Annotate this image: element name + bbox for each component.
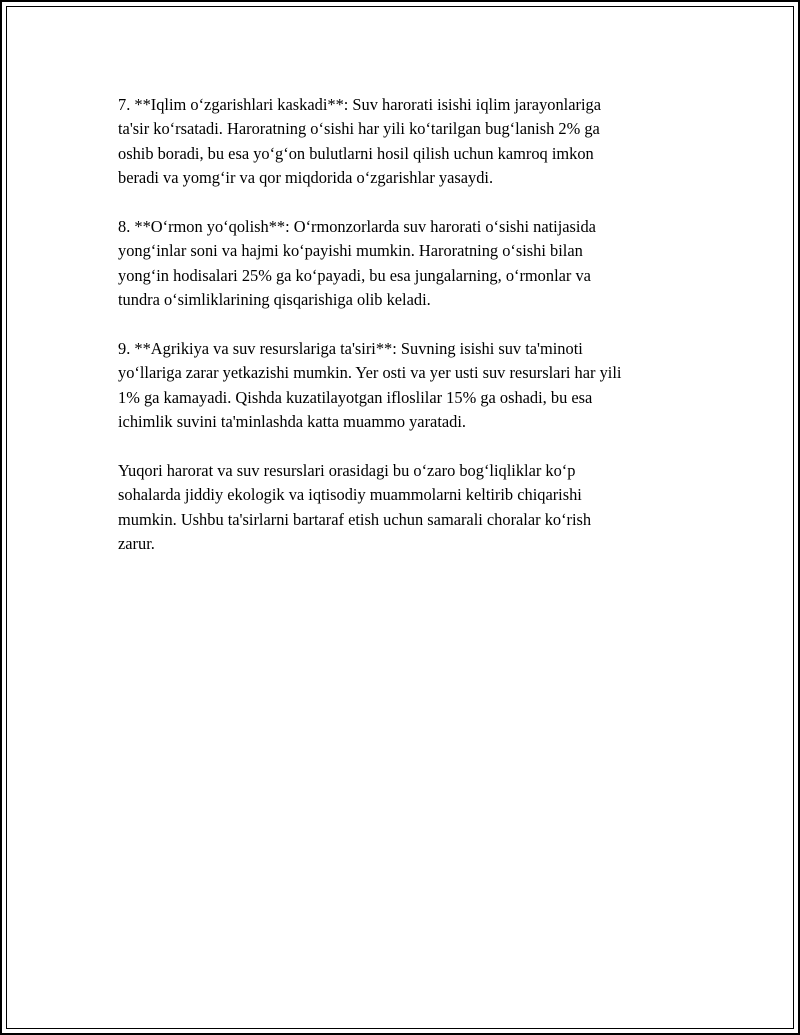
document-body bbox=[118, 93, 698, 581]
paragraph-agriculture-water: 9. **Agrikiya va suv resurslariga ta'siri**: Suvning isishi suv ta'minoti yo‘llariga zarar yetkazishi mumkin. Yer osti va yer usti suv resurslari har yili 1% ga kamayadi. Qishda kuzatilayotgan ifloslilar 15% ga oshadi, bu esa ichimlik suvini ta'minlashda katta muammo yaratadi. bbox=[118, 339, 622, 432]
paragraph-forest-loss: 8. **O‘rmon yo‘qolish**: O‘rmonzorlarda suv harorati o‘sishi natijasida yong‘inlar soni va hajmi ko‘payishi mumkin. Haroratning o‘sishi bilan yong‘in hodisalari 25% ga ko‘payadi, bu esa jungalarning, o‘rmonlar va tundra o‘simliklarining qisqarishiga olib keladi. bbox=[118, 217, 596, 310]
paragraph-conclusion: Yuqori harorat va suv resurslari orasidagi bu o‘zaro bog‘liqliklar ko‘p sohalarda jiddiy ekologik va iqtisodiy muammolarni keltirib chiqarishi mumkin. Ushbu ta'sirlarni bartaraf etish uchun samarali choralar ko‘rish zarur. bbox=[118, 461, 592, 554]
paragraph-climate-cascade: 7. **Iqlim o‘zgarishlari kaskadi**: Suv harorati isishi iqlim jarayonlariga ta'sir ko‘rsatadi. Haroratning o‘sishi har yili ko‘tarilgan bug‘lanish 2% ga oshib boradi, bu esa yo‘g‘on bulutlarni hosil qilish uchun kamroq imkon beradi va yomg‘ir va qor miqdorida o‘zgarishlar yasaydi. bbox=[118, 95, 601, 188]
